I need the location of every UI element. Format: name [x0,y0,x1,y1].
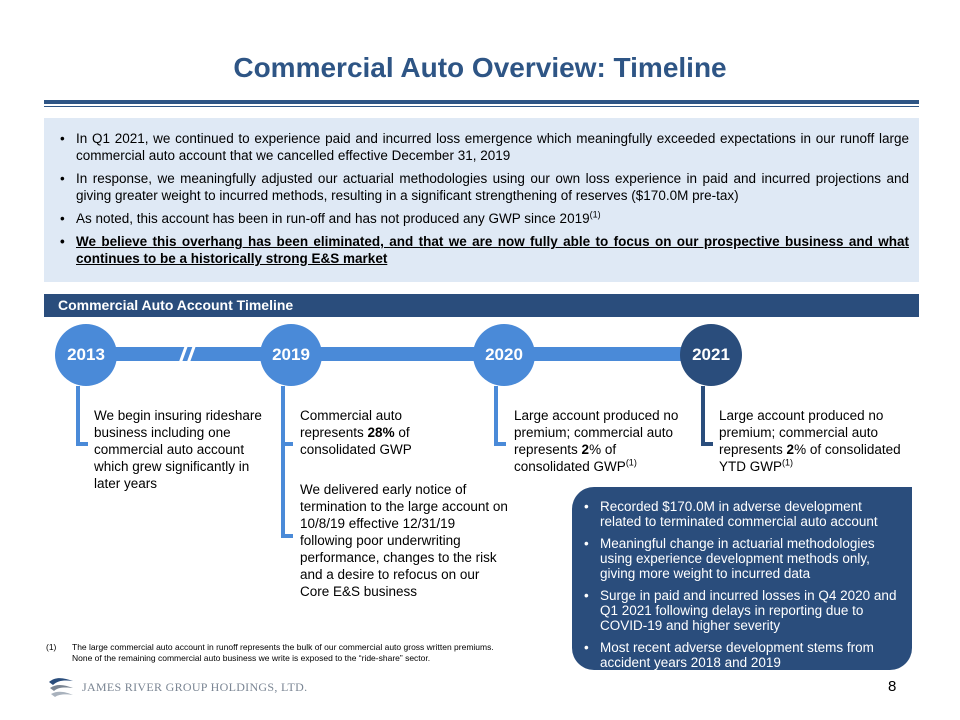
timeline-desc-2020 [514,407,684,475]
callout-item-4: • Most recent adverse development stems from accident years 2018 and 2019 [580,640,902,670]
summary-bullet-2: • In response, we meaningfully adjusted our actuarial methodologies using our own loss experience in paid and incurred projections and giving greater weight to incurred methods, resulting in a significant strengthening of reserves ($170.0M pre-tax) [58,170,909,204]
timeline-desc-2019-b: We delivered early notice of termination to the large account on 10/8/19 effective 12/31/19 following poor underwriting performance, changes to the risk and a desire to refocus on our Core E&S business [300,482,508,599]
desc-2021-post: % of consolidated YTD GWP [719,442,901,474]
company-name: JAMES RIVER GROUP HOLDINGS, LTD. [82,679,308,694]
desc-2021-pct: 2 [786,442,795,457]
river-logo-icon [48,676,74,698]
desc-2019-a-pre: Commercial auto represents [300,408,403,440]
desc-2021-pre: Large account produced no premium; commercial auto represents [719,408,884,457]
summary-bullet-3 [58,210,909,227]
footnote-line-2: None of the remaining commercial auto business we write is exposed to the “ride-share” sector. [72,653,431,663]
summary-box [44,118,919,282]
summary-bullet-3-text: As noted, this account has been in run-off and has not produced any GWP since 2019 [76,211,590,226]
footnote-ref: (1) [589,209,601,220]
title-rule-thick [44,100,919,104]
timeline-break-icon [176,344,198,366]
timeline-node-2020: 2020 [473,324,535,386]
desc-2019-a-post: of consolidated GWP [300,425,412,457]
bracket-2021 [701,386,713,446]
footnote-line-1 [46,642,494,653]
callout-item-3: • Surge in paid and incurred losses in Q4 2020 and Q1 2021 following delays in reporting due to COVID-19 and higher severity [580,588,902,633]
timeline-node-2013: 2013 [55,324,117,386]
title-rule-thin [44,106,919,107]
summary-list [58,130,909,267]
desc-2020-post: % of consolidated GWP [514,442,626,474]
bracket-2019-b [281,446,293,538]
timeline-node-2019: 2019 [260,324,322,386]
callout-list [580,499,902,670]
summary-bullet-1: • In Q1 2021, we continued to experience paid and incurred loss emergence which meaningfully exceeded expectations in our runoff large commercial auto account that we cancelled effective December 31, 2019 [58,130,909,164]
timeline-desc-2013: We begin insuring rideshare business including one commercial auto account which grew significantly in later years [94,408,262,491]
timeline-desc-2019-a [300,407,440,458]
desc-2020-sup: (1) [625,457,637,468]
page-title: Commercial Auto Overview: Timeline [233,52,727,83]
timeline-desc-2021 [719,407,909,475]
footnote [46,642,494,664]
footnote-text-1: The large commercial auto account in runoff represents the bulk of our commercial auto gross written premiums. [72,642,494,652]
desc-2021-sup: (1) [782,457,793,468]
desc-2020-pre: Large account produced no premium; commercial auto represents [514,408,679,457]
footnote-number: (1) [46,642,57,652]
page-number: 8 [888,678,897,695]
bracket-2019-a [281,386,293,446]
callout-item-1: • Recorded $170.0M in adverse development related to terminated commercial auto account [580,499,902,529]
section-header: Commercial Auto Account Timeline [44,294,919,317]
adverse-development-callout [572,487,912,670]
bracket-2013 [76,386,88,446]
desc-2020-pct: 2 [581,442,590,457]
callout-item-2: • Meaningful change in actuarial methodologies using experience development methods only, giving more weight to incurred data [580,536,902,581]
summary-bullet-4: • We believe this overhang has been eliminated, and that we are now fully able to focus on our prospective business and what continues to be a historically strong E&S market [58,233,909,267]
timeline-node-2021: 2021 [680,324,742,386]
company-logo [48,676,307,698]
bracket-2020 [494,386,506,446]
desc-2019-a-pct: 28% [367,425,395,440]
